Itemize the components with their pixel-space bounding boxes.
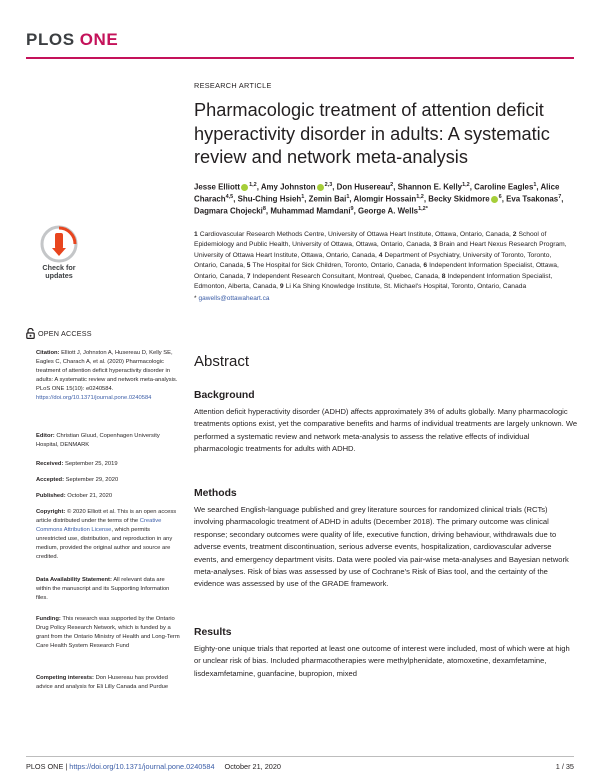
published-block <box>36 492 180 501</box>
author-entry[interactable]: Amy Johnston <box>260 182 316 192</box>
affiliation-item <box>194 231 511 238</box>
affiliation-number: 5 <box>246 262 251 270</box>
footer-divider <box>26 756 574 757</box>
author-entry[interactable]: Don Husereau <box>336 182 391 192</box>
license-link[interactable]: Creative Commons Attribution License <box>36 517 162 533</box>
affiliation-text: Brain and Heart Nexus Research Program, University of Ottawa Heart Institute, Ottawa, Ontario, Canada, <box>194 241 567 259</box>
author-affiliation-marker: 6 <box>498 194 502 201</box>
author-affiliation-marker: 7 <box>558 194 562 201</box>
affiliation-text: Department of Psychiatry, University of Toronto, Toronto, Ontario, Canada, <box>194 251 552 270</box>
published-label: Published: <box>36 493 66 499</box>
funding-block <box>36 615 180 651</box>
citation-block <box>36 349 180 403</box>
accepted-block <box>36 476 180 485</box>
author-affiliation-marker: 1 <box>346 194 350 201</box>
orcid-icon[interactable] <box>241 184 248 191</box>
copyright-block <box>36 508 180 562</box>
journal-logo[interactable] <box>26 30 118 50</box>
affiliation-text: Independent Information Specialist, Ottawa, Ontario, Canada, <box>194 262 559 280</box>
data-availability-label: Data Availability Statement: <box>36 577 112 583</box>
editor-block <box>36 432 180 450</box>
background-paragraph: Attention deficit hyperactivity disorder (ADHD) affects approximately 3% of adults globally. Many pharmacologic treatments options exist, yet the comparative benefits and harms of individual treatments are largely unknown. We performed a systematic review and network meta-analysis to assess the relative effects of individual pharmacologic treatments for adults with ADHD. <box>194 407 578 454</box>
open-access-label: OPEN ACCESS <box>38 329 92 338</box>
author-entry[interactable]: Dagmara Chojecki <box>194 206 263 216</box>
open-lock-icon <box>26 328 35 339</box>
affiliation-text: School of Epidemiology and Public Health, University of Ottawa, Ottawa, Ontario, Canada, <box>194 231 547 249</box>
author-affiliation-marker: 1 <box>533 182 537 188</box>
orcid-icon[interactable] <box>491 196 498 203</box>
author-entry[interactable]: Shannon E. Kelly <box>397 182 463 192</box>
author-affiliation-marker: 1,2 <box>416 194 424 201</box>
funding-label: Funding: <box>36 616 61 622</box>
author-entry[interactable]: Caroline Eagles <box>474 182 534 192</box>
background-heading: Background <box>194 390 255 401</box>
copyright-label: Copyright: <box>36 509 66 515</box>
affiliation-number: 9 <box>279 282 284 290</box>
logo-plos: PLOS <box>26 30 75 49</box>
data-availability-text: All relevant data are within the manuscript and its Supporting Information files. <box>36 577 170 601</box>
results-paragraph: Eighty-one unique trials that reported at least one outcome of interest were included, most of which were at high or unclear risk of bias. Included pharmacotherapies were methylphenidate, atomoxetine, dexamfetamine, lisdexamfetamine, guanfacine, bupropion, mixed <box>194 644 570 678</box>
affiliation-number: 1 <box>194 231 198 238</box>
competing-interests-block <box>36 674 180 692</box>
author-affiliation-marker: 1,2 <box>462 182 470 188</box>
affiliation-text: Li Ka Shing Knowledge Institute, St. Michael's Hospital, Toronto, Ontario, Canada <box>285 282 527 290</box>
check-for-updates-icon <box>33 224 85 264</box>
affiliation-list <box>194 230 574 292</box>
email-link[interactable]: gawells@ottawaheart.ca <box>198 295 270 302</box>
methods-heading: Methods <box>194 488 237 499</box>
footer-journal: PLOS ONE <box>26 762 64 771</box>
header-divider <box>26 57 574 59</box>
author-entry[interactable]: Shu-Ching Hsieh <box>237 194 302 204</box>
check-for-updates-badge[interactable] <box>33 224 85 281</box>
affiliation-number: 4 <box>378 251 383 259</box>
data-availability-block <box>36 576 180 603</box>
copyright-text: © 2020 Elliott et al. This is an open access article distributed under the terms of the <box>36 509 177 524</box>
abstract-heading: Abstract <box>194 353 250 370</box>
orcid-icon[interactable] <box>317 184 324 191</box>
affiliation-item <box>247 273 440 280</box>
author-entry[interactable]: George A. Wells <box>358 206 419 216</box>
article-type-label: RESEARCH ARTICLE <box>194 81 272 90</box>
author-entry[interactable]: Jesse Elliott <box>194 182 241 192</box>
affiliation-item <box>280 283 526 290</box>
affiliation-text: Independent Information Specialist, Edmonton, Alberta, Canada, <box>194 272 553 290</box>
article-title: Pharmacologic treatment of attention deficit hyperactivity disorder in adults: A systematic review and network meta-analysis <box>194 100 550 168</box>
author-affiliation-marker: 9 <box>350 206 354 213</box>
competing-interests-text: Don Husereau has provided advice and analysis for Eli Lilly Canada and Purdue <box>36 675 169 690</box>
copyright-text-end: , which permits unrestricted use, distribution, and reproduction in any medium, provided the original author and source are credited. <box>36 526 173 560</box>
accepted-label: Accepted: <box>36 477 65 483</box>
open-access-indicator <box>26 328 92 339</box>
author-entry[interactable]: Muhammad Mamdani <box>270 206 351 216</box>
competing-interests-label: Competing interests: <box>36 675 94 681</box>
author-list: Jesse Elliott $^{1,2}$, Amy Johnston $^{2,3}$, Don Husereau$^2$, Shannon E. Kelly$^{1,2}$, Caroline Eagles$^1$, Alice Charach$^{4,5}$, Shu-Ching Hsieh$^1$, Zemin Bai$^1$, Alomgir Hossain$^{1,2}$, Becky Skidmore $^6$, Eva Tsakonas$^7$, Dagmara Chojecki$^8$, Muhammad Mamdani$^9$, George A. Wells$^{1,2*}$ <box>194 182 564 216</box>
corresponding-star: * <box>194 295 197 302</box>
citation-label: Citation: <box>36 350 60 356</box>
footer-doi-link[interactable]: https://doi.org/10.1371/journal.pone.0240584 <box>69 762 215 771</box>
corresponding-email[interactable] <box>194 295 269 302</box>
affiliation-number: 3 <box>433 241 438 249</box>
citation-doi-link[interactable]: https://doi.org/10.1371/journal.pone.0240584 <box>36 394 152 401</box>
affiliation-number: 6 <box>423 262 428 270</box>
editor-label: Editor: <box>36 433 55 439</box>
author-entry[interactable]: Eva Tsakonas <box>506 194 559 204</box>
affiliation-text: The Hospital for Sick Children, Toronto, Ontario, Canada, <box>252 262 422 270</box>
page-number: 1 / 35 <box>555 762 574 771</box>
footer-separator: | <box>63 762 70 771</box>
accepted-date: September 29, 2020 <box>65 477 119 483</box>
author-affiliation-marker: 2 <box>390 182 394 188</box>
citation-text: Elliott J, Johnston A, Husereau D, Kelly SE, Eagles C, Charach A, et al. (2020) Pharmacologic treatment of attention deficit hyperactivity disorder in adults: A systematic review and network meta-analysis. PLoS ONE 15(10): e0240584. <box>36 350 178 392</box>
affiliation-item <box>247 262 422 269</box>
funding-text: This research was supported by the Ontario Drug Policy Research Network, which is funded by a grant from the Ontario Ministry of Health and Long-Term Care Health System Research Fund <box>36 616 180 649</box>
affiliation-text: Independent Research Consultant, Montreal, Quebec, Canada, <box>252 272 440 280</box>
logo-one: ONE <box>79 30 119 49</box>
affiliation-number: 2 <box>512 231 517 238</box>
author-affiliation-marker: 2,3 <box>324 182 333 188</box>
author-entry[interactable]: Alice Charach <box>194 182 560 204</box>
author-affiliation-marker: 4,5 <box>225 194 234 201</box>
author-entry[interactable]: Alomgir Hossain <box>353 194 417 204</box>
received-date: September 25, 2019 <box>65 461 118 467</box>
author-affiliation-marker: 1,2 <box>249 182 257 188</box>
author-affiliation-marker: 1 <box>301 194 305 201</box>
author-affiliation-marker: 8 <box>262 206 266 213</box>
affiliation-number: 8 <box>441 272 446 280</box>
affiliation-text: Cardiovascular Research Methods Centre, University of Ottawa Heart Institute, Ottawa, Ontario, Canada, <box>199 231 511 238</box>
published-date: October 21, 2020 <box>67 493 113 499</box>
footer-date: October 21, 2020 <box>224 762 281 771</box>
author-affiliation-marker: 1,2* <box>418 206 428 213</box>
page-footer <box>26 762 281 771</box>
received-label: Received: <box>36 461 64 467</box>
author-entry[interactable]: Zemin Bai <box>308 194 347 204</box>
check-for-updates-label: Check for updates <box>42 263 76 281</box>
affiliation-number: 7 <box>246 272 251 280</box>
author-entry[interactable]: Becky Skidmore <box>428 194 490 204</box>
results-heading: Results <box>194 627 232 638</box>
editor-text: Christian Gluud, Copenhagen University Hospital, DENMARK <box>36 433 160 448</box>
received-block <box>36 460 180 469</box>
methods-paragraph: We searched English-language published and grey literature sources for randomized clinical trials (RCTs) involving pharmacologic treatment of ADHD in adults (December 2018). The primary outcome was clinical response; secondary outcomes were quality of life, executive function, driving behaviour, withdrawals due to adverse events, treatment discontinuation, serious adverse events, hospitalization, cardiovascular adverse events, and emergency department visits. Data were pooled via pair-wise meta-analyses and Bayesian network meta-analyses. Risk of bias was assessed by use of Cochrane's Risk of Bias tool, and the certainty of the evidence was assessed by use of the GRADE framework. <box>194 505 569 589</box>
